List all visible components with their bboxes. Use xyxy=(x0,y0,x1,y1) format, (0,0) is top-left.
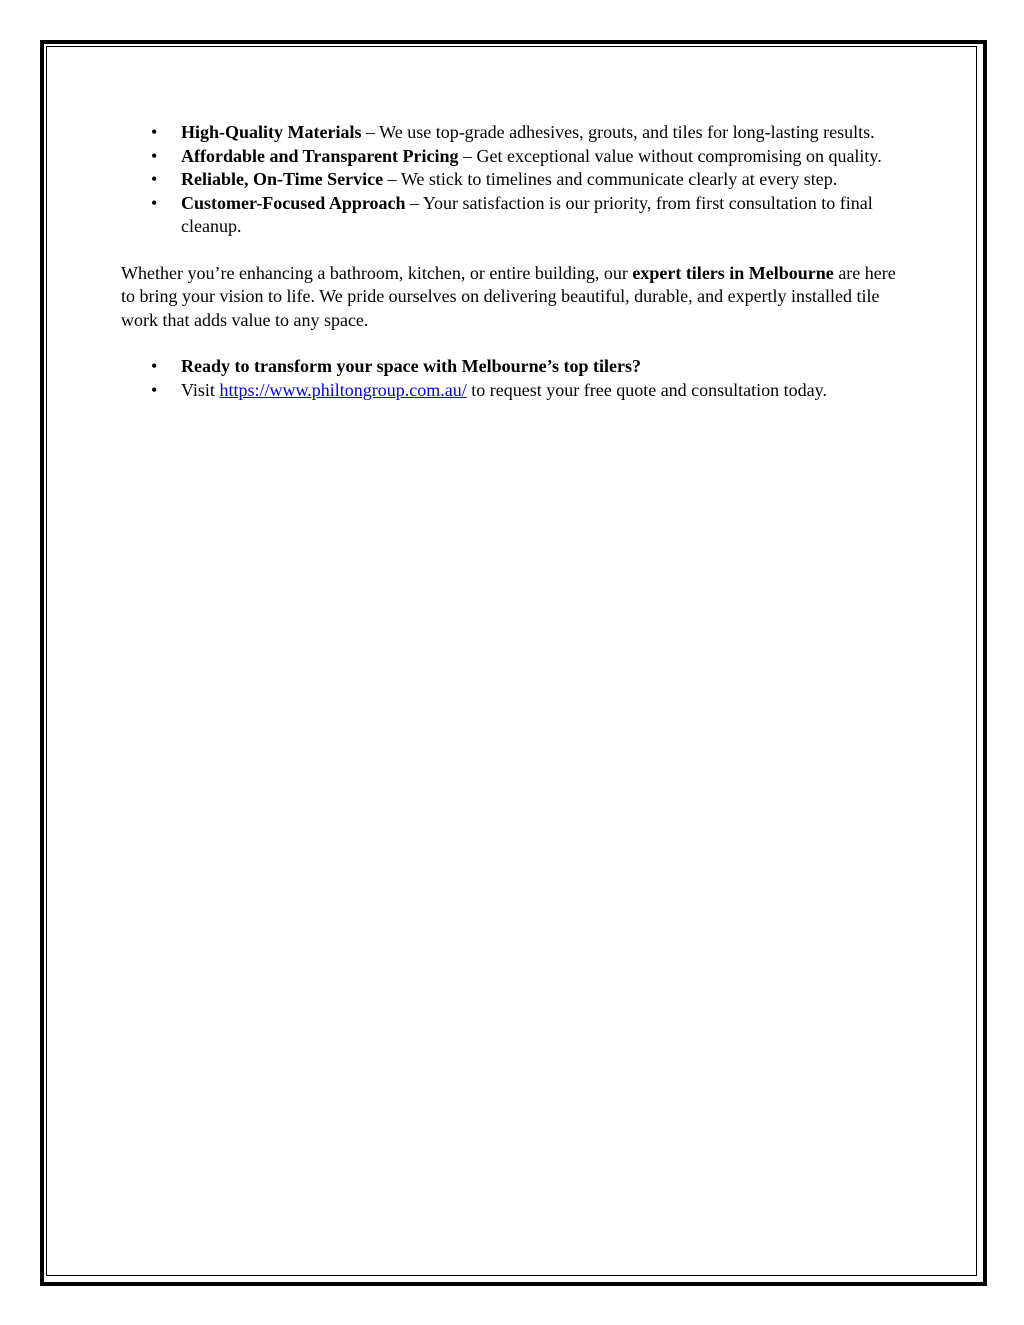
list-item xyxy=(121,145,911,169)
feature-description: – We stick to timelines and communicate clearly at every step. xyxy=(383,169,838,189)
cta-list xyxy=(121,355,911,402)
paragraph-bold-phrase: expert tilers in Melbourne xyxy=(632,262,834,283)
feature-title: Reliable, On-Time Service xyxy=(181,169,384,189)
list-item xyxy=(121,192,911,239)
bullet-icon: • xyxy=(151,192,158,213)
website-link[interactable]: https://www.philtongroup.com.au/ xyxy=(219,379,467,400)
feature-title: Customer-Focused Approach xyxy=(181,192,406,213)
feature-title: High-Quality Materials xyxy=(181,122,362,142)
cta-heading: Ready to transform your space with Melbourne’s top tilers? xyxy=(181,356,641,376)
feature-description: – Your satisfaction is our priority, from first consultation to final cleanup. xyxy=(181,192,873,236)
bullet-icon: • xyxy=(151,379,158,400)
visit-suffix: to request your free quote and consultation today. xyxy=(466,379,827,400)
list-item xyxy=(121,379,911,403)
features-list xyxy=(121,121,911,239)
feature-title: Affordable and Transparent Pricing xyxy=(181,145,459,166)
paragraph-text-after: are here to bring your vision to life. We pride ourselves on delivering beautiful, durable, and expertly installed tile work that adds value to any space. xyxy=(121,262,896,330)
bullet-icon: • xyxy=(151,145,158,166)
list-item xyxy=(121,121,911,145)
visit-prefix: Visit xyxy=(181,379,220,400)
intro-paragraph xyxy=(121,262,911,333)
feature-description: – We use top-grade adhesives, grouts, and tiles for long-lasting results. xyxy=(361,122,875,142)
list-item xyxy=(121,355,911,379)
bullet-icon: • xyxy=(151,122,158,142)
paragraph-text-before: Whether you’re enhancing a bathroom, kitchen, or entire building, our xyxy=(121,262,633,283)
document-body xyxy=(121,121,911,402)
bullet-icon: • xyxy=(151,169,158,189)
feature-description: – Get exceptional value without compromising on quality. xyxy=(458,145,882,166)
list-item xyxy=(121,168,911,192)
bullet-icon: • xyxy=(151,356,158,376)
